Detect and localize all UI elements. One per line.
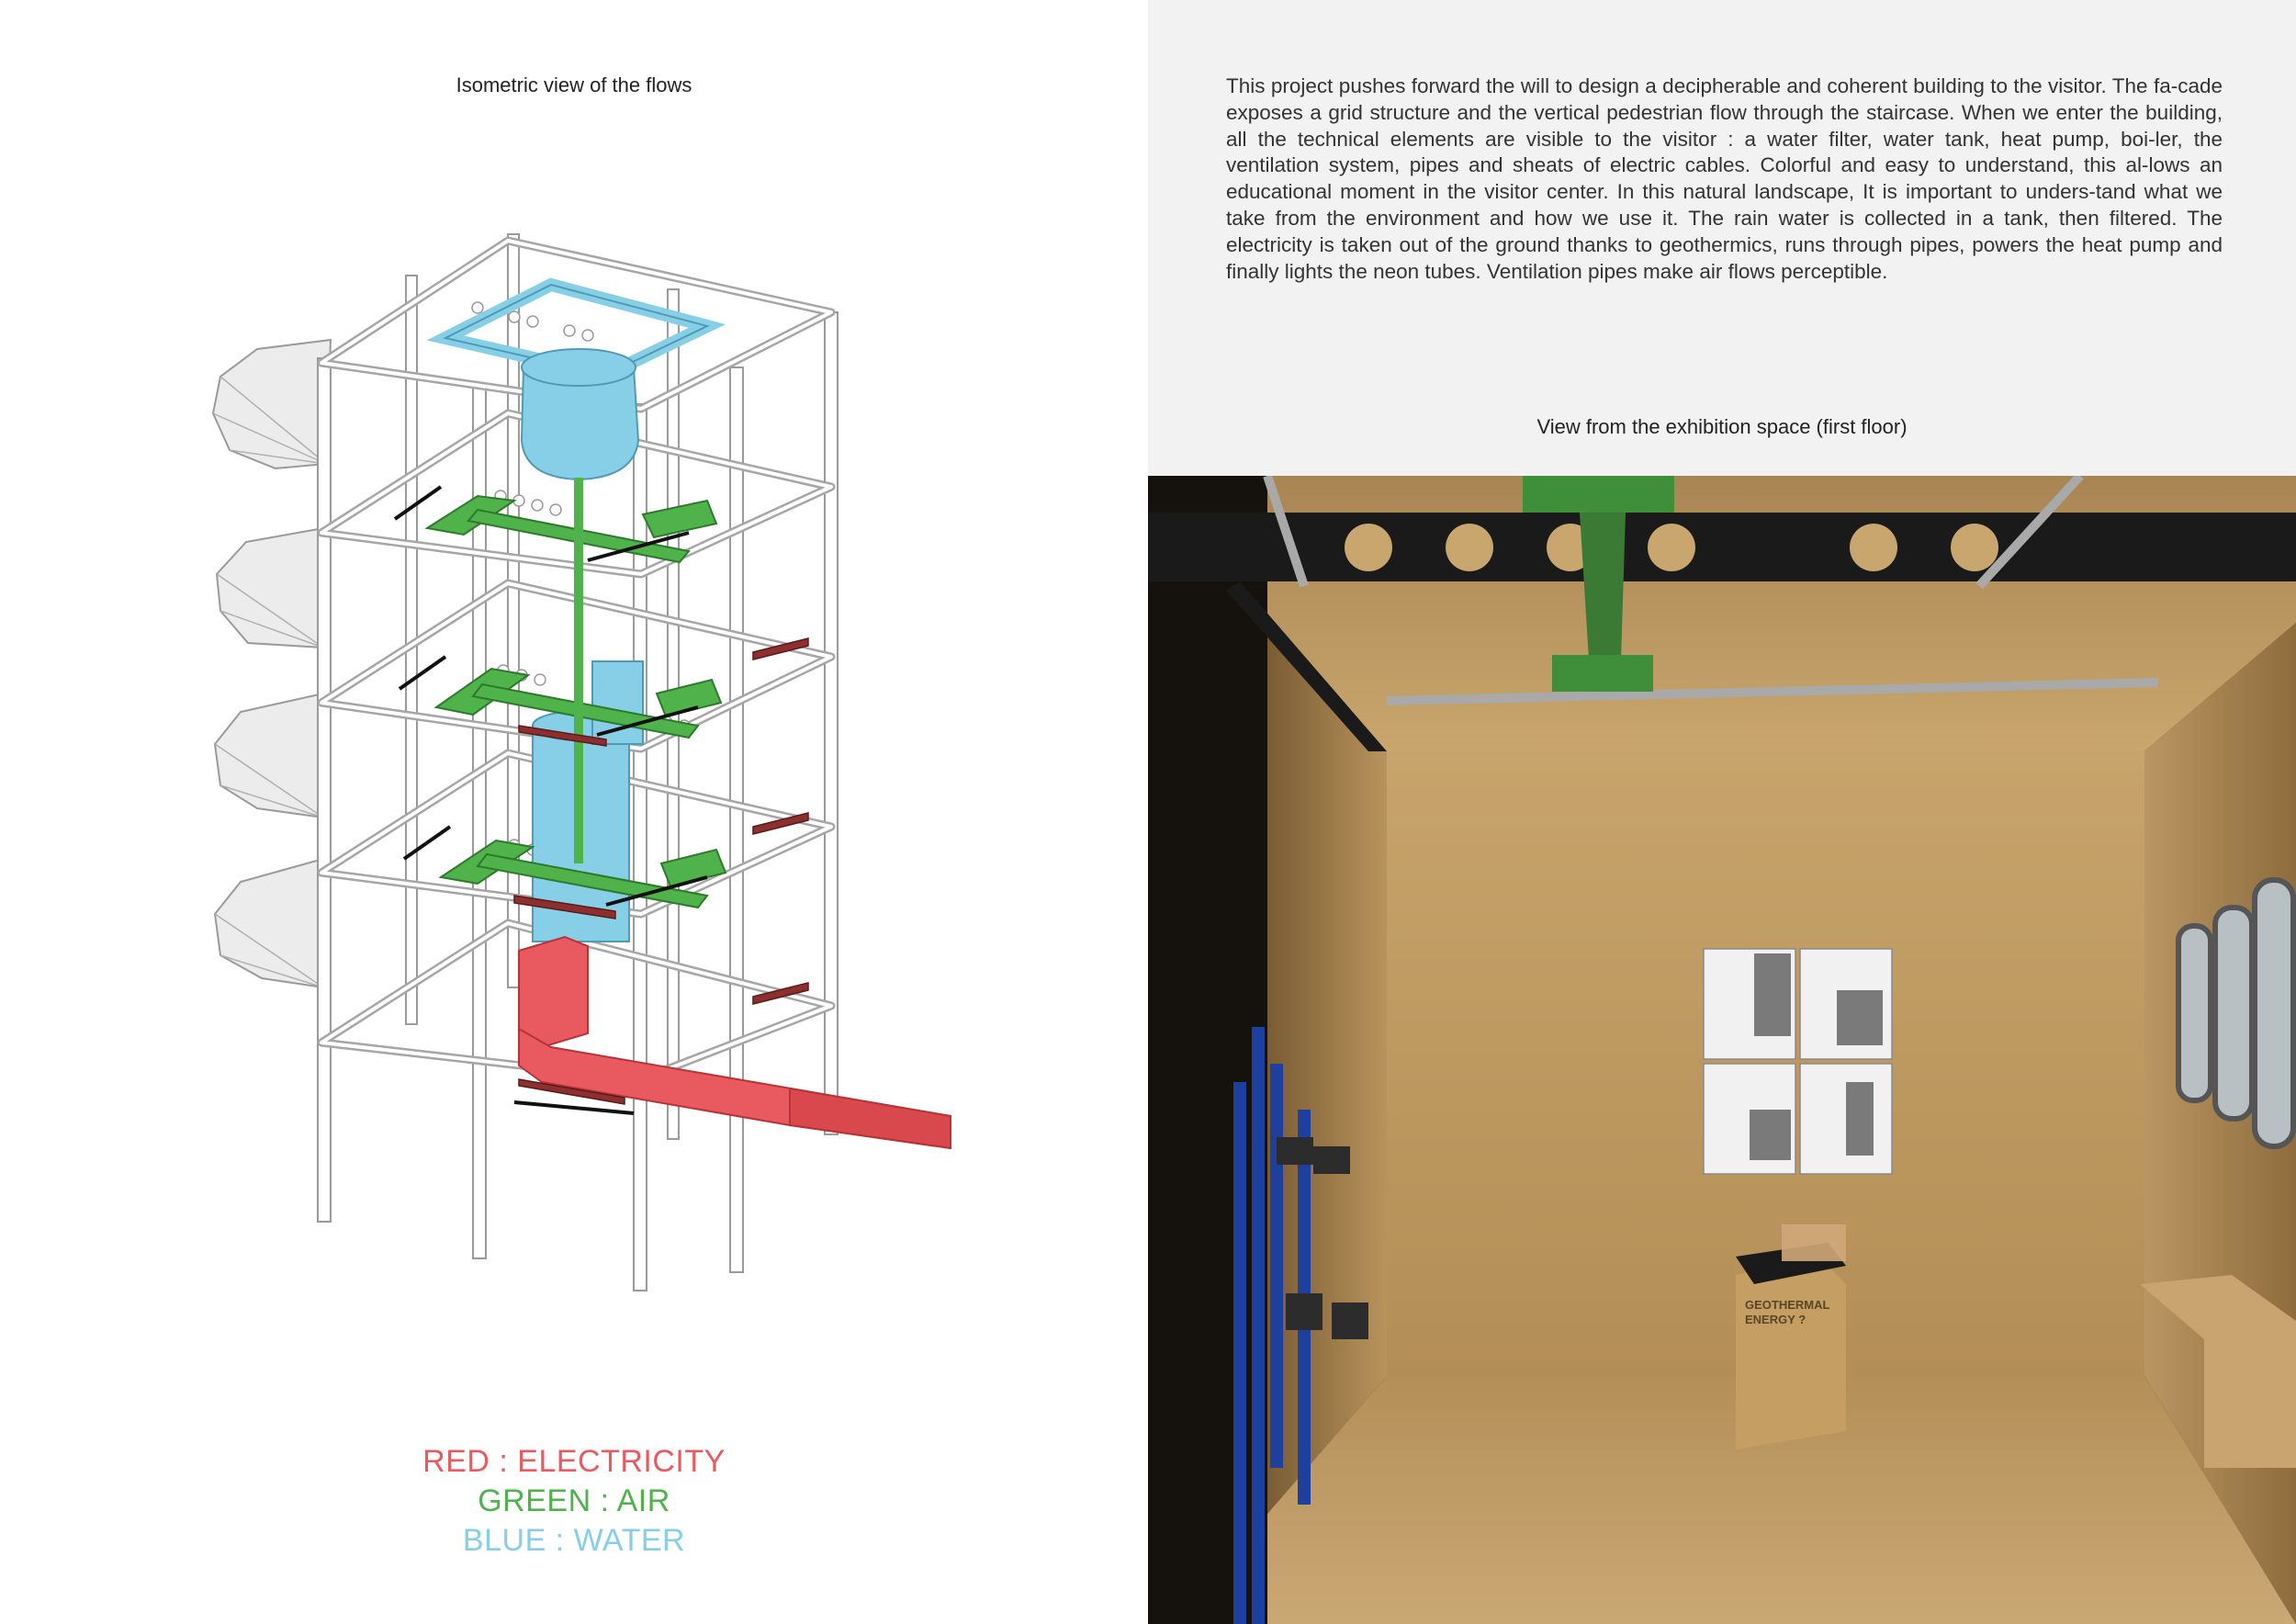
legend-air: GREEN : AIR <box>478 1483 670 1518</box>
isometric-caption: Isometric view of the flows <box>456 73 692 96</box>
exhibition-caption: View from the exhibition space (first floor) <box>1536 415 1908 438</box>
counter-sign: GEOTHERMAL ENERGY ? <box>1745 1298 1830 1326</box>
render-illustration <box>1148 476 2296 1624</box>
right-page <box>1148 0 2296 1624</box>
isometric-diagram <box>0 0 1148 1378</box>
spiral-staircase <box>213 340 331 987</box>
legend <box>276 1442 872 1561</box>
legend-water: BLUE : WATER <box>462 1523 686 1558</box>
air-system <box>427 478 726 908</box>
project-description: This project pushes forward the will to design a decipherable and coherent building to the visitor. The fa-cade exposes a grid structure and the vertical pedestrian flow through the staircase. When we enter the building, all the technical elements are visible to the visitor : a water filter, water tank, heat pump, boi-ler, the ventilation system, pipes and sheats of electric cables. Colorful and easy to understand, this al-lows an educational moment in the visitor center. In this natural landscape, It is important to unders-tand what we take from the environment and how we use it. The rain water is collected in a tank, then filtered. The electricity is taken out of the ground thanks to geothermics, runs through pipes, powers the heat pump and finally lights the neon tubes. Ventilation pipes make air flows perceptible. <box>1226 74 2223 283</box>
legend-electricity: RED : ELECTRICITY <box>422 1444 726 1479</box>
exhibition-render <box>1148 476 2296 1624</box>
